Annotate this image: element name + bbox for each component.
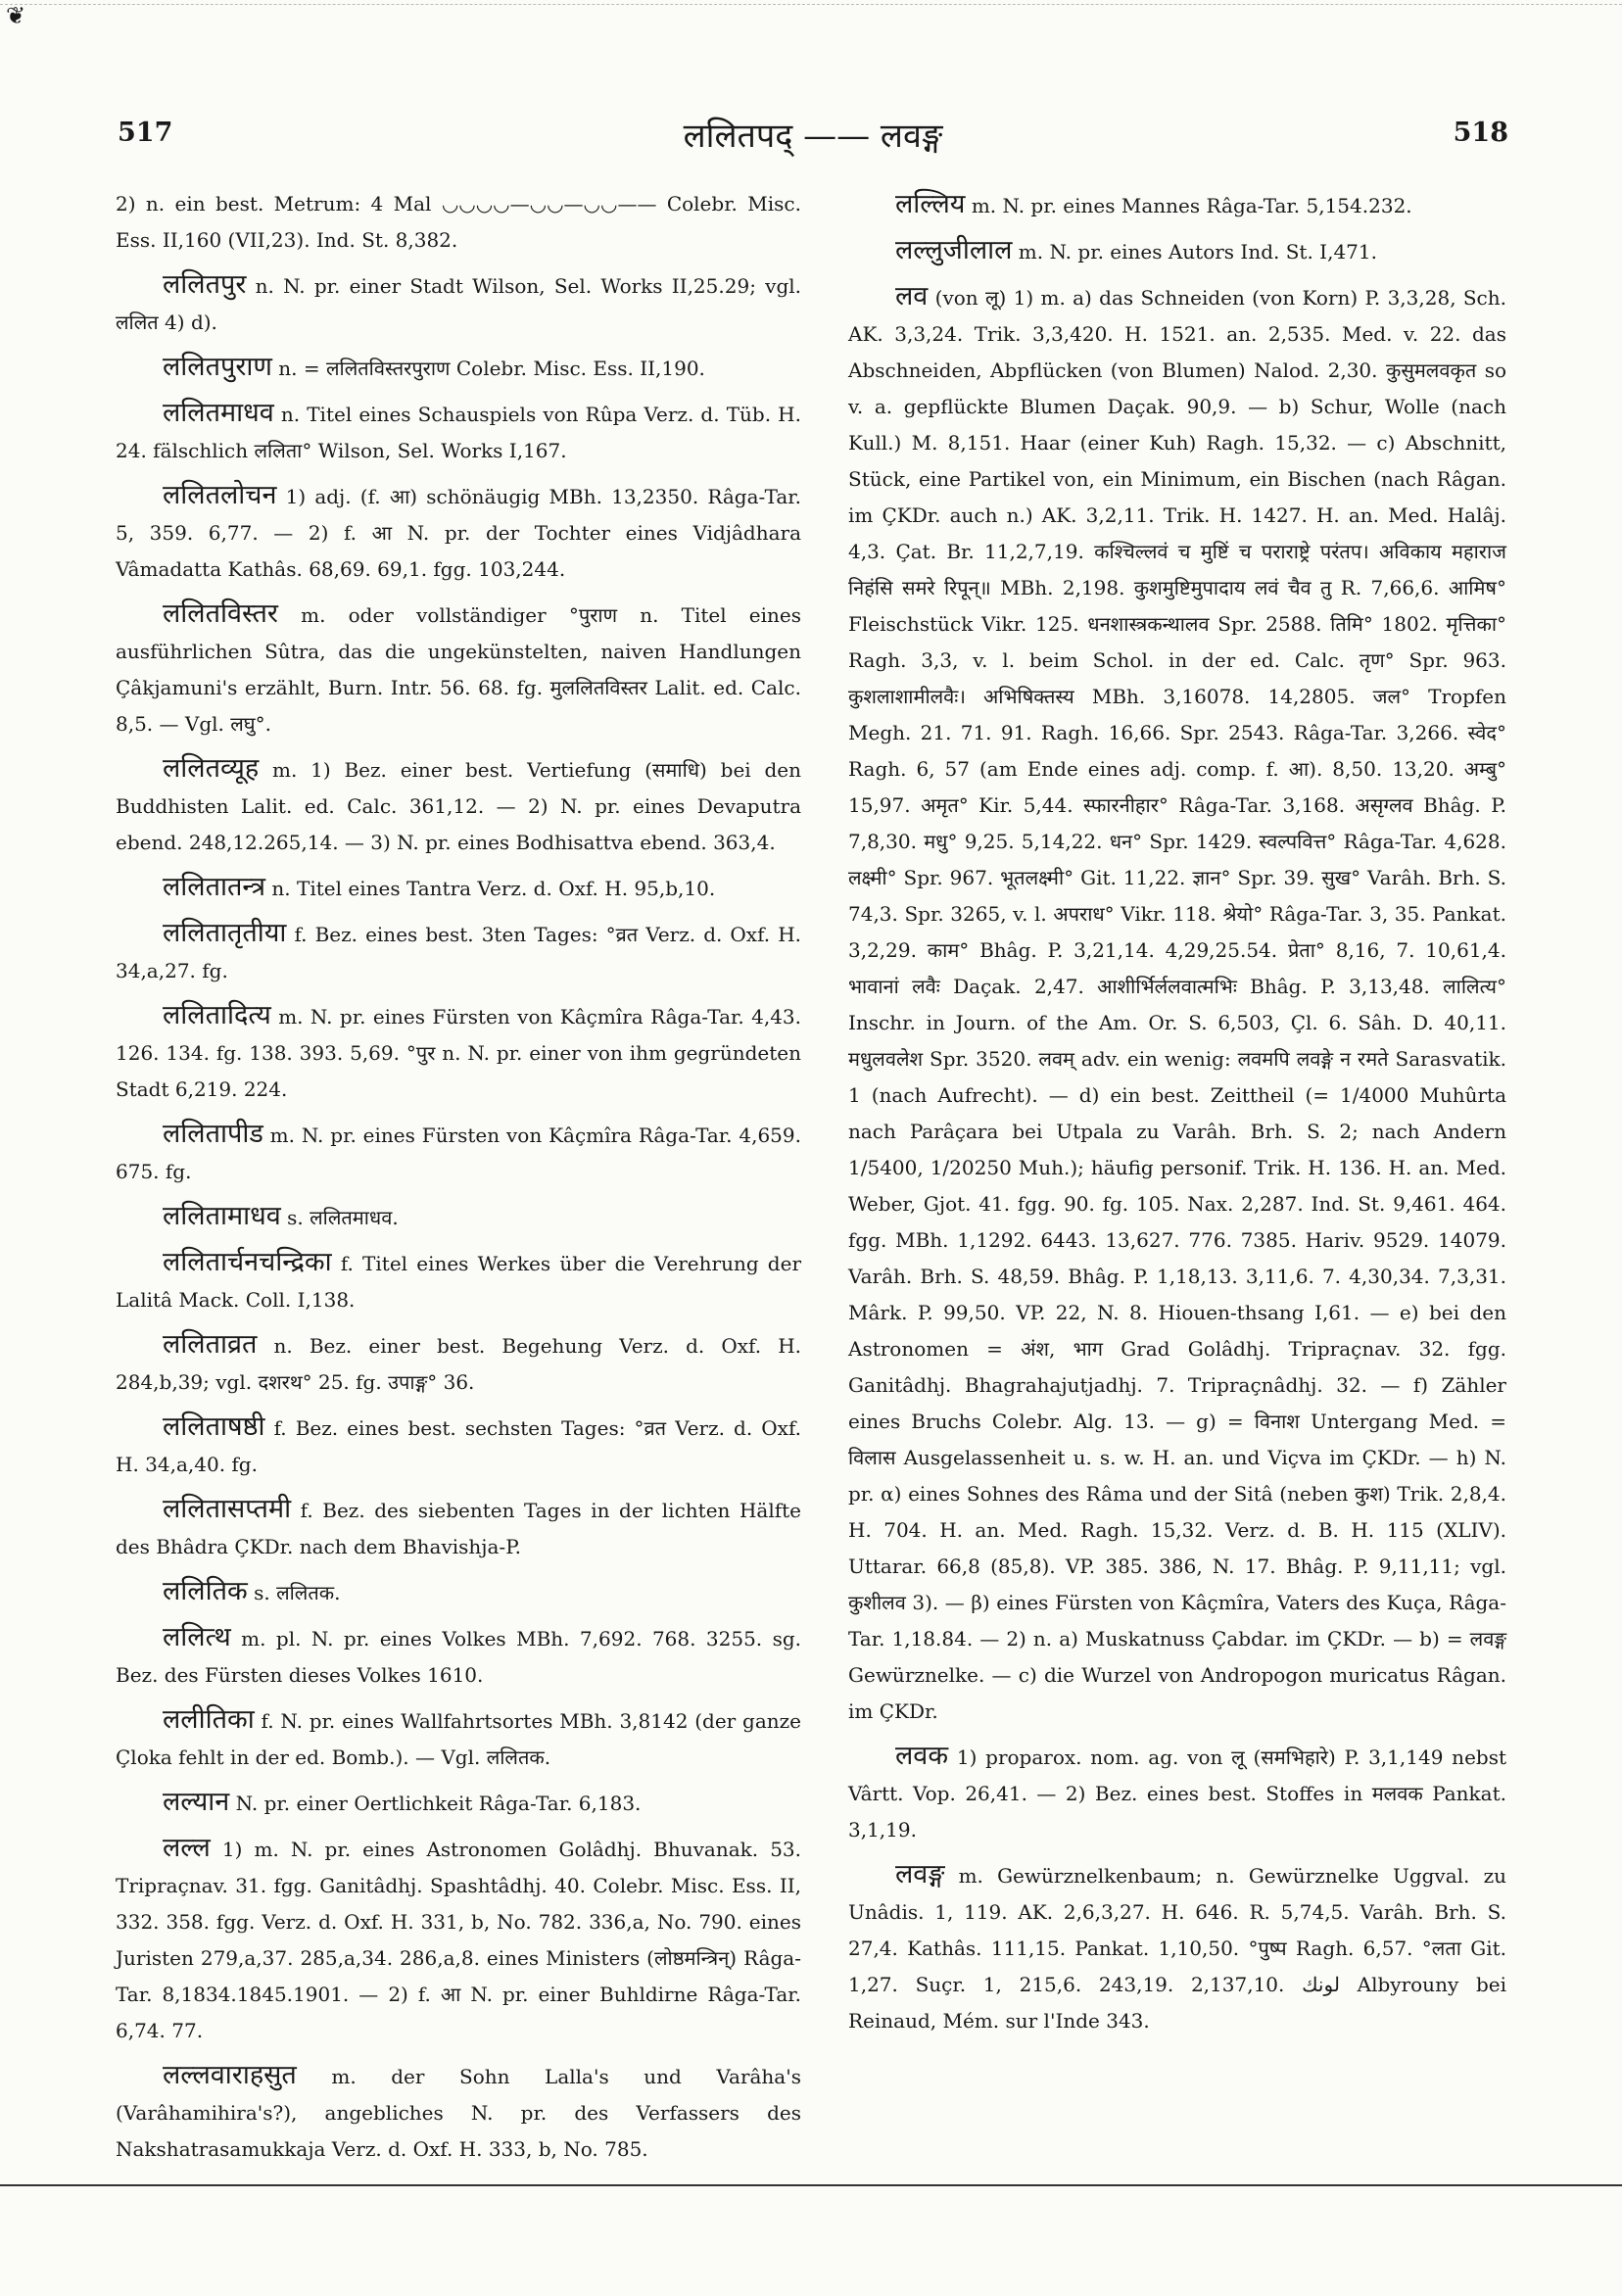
entry-text: 1) m. N. pr. eines Astronomen Golâdhj. Bhuvanak. 53. Tripraçnav. 31. fgg. Ganitâdhj. Spashtâdhj. 40. Colebr. Misc. Ess. II, 332. 358. fgg. Verz. d. Oxf. H. 331, b, No. 782. 336,a, No. 790. eines Juristen 279,a,37. 285,a,34. 286,a,8. eines Ministers (लोष्ठमन्त्रिन्) Râga-Tar. 8,1834.1845.1901. — 2) f. आ N. pr. einer Buhldirne Râga-Tar. 6,74. 77.: [116, 1838, 802, 2042]
entry-text: m. oder vollständiger °पुराण n. Titel eines ausführlichen Sûtra, das die ungekünstelten, naiven Handlungen Çâkjamuni's erzählt, Burn. Intr. 56. 68. fg. मुललितविस्तर Lalit. ed. Calc. 8,5. — Vgl. लघु°.: [116, 603, 802, 736]
entry-headword: ललितातृतीया: [163, 918, 287, 948]
dictionary-entry: [116, 186, 801, 259]
entry-headword: लल्ल: [163, 1833, 211, 1863]
dictionary-entry: [116, 349, 801, 387]
entry-headword: ललितपुर: [163, 269, 247, 300]
entry-headword: ललीतिका: [163, 1704, 255, 1735]
entry-text: f. Bez. des siebenten Tages in der lichten Hälfte des Bhâdra ÇKDr. nach dem Bhavishja-P.: [116, 1499, 802, 1558]
dictionary-entry: [116, 1244, 801, 1318]
entry-text: m. der Sohn Lalla's und Varâha's (Varâhamihira's?), angebliches N. pr. des Verfassers des Nakshatrasamukkaja Verz. d. Oxf. H. 333, b, No. 785.: [116, 2065, 801, 2161]
running-title: ललितपद् —— लवङ्ग: [683, 117, 943, 156]
margin-mark: ❦: [6, 2, 26, 29]
dictionary-entry: [116, 1326, 801, 1401]
entry-text: (von लू) 1) m. a) das Schneiden (von Korn) P. 3,3,28, Sch. AK. 3,3,24. Trik. 3,3,420. H. 1521. an. 2,535. Med. v. 22. das Abschneiden, Abpflücken (von Blumen) Nalod. 2,30. कुसुमलवकृत so v. a. gepflückte Blumen Daçak. 90,9. — b) Schur, Wolle (nach Kull.) M. 8,151. Haar (einer Kuh) Ragh. 15,32. — c) Abschnitt, Stück, eine Partikel von, ein Minimum, ein Bischen (nach Râgan. im ÇKDr. auch n.) AK. 3,2,11. Trik. H. 1427. H. an. Med. Halâj. 4,3. Çat. Br. 11,2,7,19. कश्चिल्लवं च मुष्टिं च पराराष्ट्रे परंतप। अविकाय महाराज निहंसि समरे रिपून्॥ MBh. 2,198. कुशमुष्टिमुपादाय लवं चैव तु R. 7,66,6. आमिष° Fleischstück Vikr. 125. धनशास्त्रकन्थालव Spr. 2588. तिमि° 1802. मृत्तिका° Ragh. 3,3, v. l. beim Schol. in der ed. Calc. तृण° Spr. 963. कुशलाशामीलवैः। अभिषिक्तस्य MBh. 3,16078. 14,2805. जल° Tropfen Megh. 21. 71. 91. Ragh. 16,66. Spr. 2543. Râga-Tar. 3,266. स्वेद° Ragh. 6, 57 (am Ende eines adj. comp. f. आ). 8,50. 13,20. अम्बु° 15,97. अमृत° Kir. 5,44. स्फारनीहार° Râga-Tar. 3,168. असृग्लव Bhâg. P. 7,8,30. मधु° 9,25. 5,14,22. धन° Spr. 1429. स्वल्पवित्त° Râga-Tar. 4,628. लक्ष्मी° Spr. 967. भूतलक्ष्मी° Git. 11,22. ज्ञान° Spr. 39. सुख° Varâh. Brh. S. 74,3. Spr. 3265, v. l. अपराध° Vikr. 118. श्रेयो° Râga-Tar. 3, 35. Pankat. 3,2,29. काम° Bhâg. P. 3,21,14. 4,29,25.54. प्रेता° 8,16, 7. 10,61,4. भावानां लवैः Daçak. 2,47. आशीर्भिर्ललवात्मभिः Bhâg. P. 3,13,48. लालित्य° Inschr. in Journ. of the Am. Or. S. 6,503, Çl. 6. Sâh. D. 40,11. मधुलवलेश Spr. 3520. लवम् adv. ein wenig: लवमपि लवङ्गे न रमते Sarasvatik. 1 (nach Aufrecht). — d) ein best. Zeittheil (= 1/4000 Muhûrta nach Parâçara bei Utpala zu Varâh. Brh. S. 2; nach Andern 1/5400, 1/20250 Muh.); häufig personif. Trik. H. 136. H. an. Med. Weber, Gjot. 41. fgg. 90. fg. 105. Nax. 2,287. Ind. St. 9,461. 464. fgg. MBh. 1,1292. 6443. 13,627. 776. 7385. Hariv. 9529. 14079. Varâh. Brh. S. 48,59. Bhâg. P. 1,18,13. 3,11,6. 7. 4,30,34. 7,3,31. Mârk. P. 99,50. VP. 22, N. 8. Hiouen-thsang I,61. — e) bei den Astronomen = अंश, भाग Grad Golâdhj. Tripraçnav. 32. fgg. Ganitâdhj. Bhagrahajutjadhj. 7. Tripraçnâdhj. 32. — f) Zähler eines Bruchs Colebr. Alg. 13. — g) = विनाश Untergang Med. = विलास Ausgelassenheit u. s. w. H. an. und Viçva im ÇKDr. — h) N. pr. α) eines Sohnes des Râma und der Sitâ (neben कुश) Trik. 2,8,4. H. 704. H. an. Med. Ragh. 15,32. Verz. d. B. H. 115 (XLIV). Uttarar. 66,8 (85,8). VP. 385. 386, N. 17. Bhâg. P. 9,11,11; vgl. कुशीलव 3). — β) eines Fürsten von Kâçmîra, Vaters des Kuça, Râga-Tar. 1,18.84. — 2) n. a) Muskatnuss Çabdar. im ÇKDr. — b) = लवङ्ग Gewürznelke. — c) die Wurzel von Andropogon muricatus Râgan. im ÇKDr.: [848, 286, 1506, 1723]
entry-headword: ललितार्चनचन्द्रिका: [163, 1247, 332, 1277]
entry-text: m. N. pr. eines Fürsten von Kâçmîra Râga-Tar. 4,659. 675. fg.: [116, 1124, 801, 1183]
entry-headword: ललित्थ: [163, 1622, 231, 1652]
dictionary-entry: [116, 869, 801, 907]
entry-text: m. N. pr. eines Autors Ind. St. I,471.: [1018, 240, 1377, 263]
entry-headword: ललिताषष्ठी: [163, 1411, 265, 1442]
dictionary-entry: [116, 1784, 801, 1822]
footer-rule: [0, 2184, 1622, 2186]
entry-headword: ललितासप्तमी: [163, 1494, 292, 1524]
dictionary-entry: [116, 1116, 801, 1190]
dictionary-entry: [116, 915, 801, 989]
entry-text: n. Titel eines Tantra Verz. d. Oxf. H. 95,b,10.: [271, 877, 716, 900]
dictionary-entry: [116, 477, 801, 588]
dictionary-entry: [848, 186, 1506, 224]
dictionary-entry: [116, 997, 801, 1108]
entry-headword: लवङ्ग: [895, 1859, 945, 1889]
entry-text: m. 1) Bez. einer best. Vertiefung (समाधि) bei den Buddhisten Lalit. ed. Calc. 361,12. — 2) N. pr. eines Devaputra ebend. 248,12.265,14. — 3) N. pr. eines Bodhisattva ebend. 363,4.: [116, 758, 802, 854]
dictionary-entry: [116, 1830, 801, 2049]
entry-text: s. ललितमाधव.: [287, 1206, 399, 1229]
dictionary-entry: [116, 1491, 801, 1565]
entry-headword: ललितलोचन: [163, 480, 277, 510]
page-header: [118, 118, 1508, 176]
entry-text: N. pr. einer Oertlichkeit Râga-Tar. 6,183.: [235, 1792, 642, 1815]
dictionary-entry: [848, 1738, 1506, 1848]
right-page-number: 518: [1453, 118, 1508, 148]
dictionary-entry: [116, 1573, 801, 1611]
dictionary-entry: [848, 1856, 1506, 2039]
entry-headword: लल्लुजीलाल: [895, 235, 1013, 265]
entry-headword: ललितविस्तर: [163, 598, 278, 629]
entry-text: 2) n. ein best. Metrum: 4 Mal ◡◡◡◡—◡◡—◡◡—— Colebr. Misc. Ess. II,160 (VII,23). Ind. St. 8,382.: [116, 192, 801, 252]
entry-text: f. Bez. eines best. sechsten Tages: °व्रत Verz. d. Oxf. H. 34,a,40. fg.: [116, 1416, 802, 1476]
left-page-number: 517: [118, 118, 173, 148]
entry-headword: ललितापीड: [163, 1119, 263, 1149]
entry-headword: ललितिक: [163, 1576, 248, 1606]
entry-text: n. = ललितविस्तरपुराण Colebr. Misc. Ess. II,190.: [278, 357, 705, 380]
dictionary-entry: [116, 1198, 801, 1236]
entry-headword: लवक: [895, 1741, 949, 1771]
entry-headword: लव: [895, 281, 929, 311]
dictionary-entry: [116, 1619, 801, 1694]
entry-text: n. Bez. einer best. Begehung Verz. d. Oxf. H. 284,b,39; vgl. दशरथ° 25. fg. उपाङ्ग° 36.: [116, 1334, 802, 1394]
dictionary-entry: [116, 395, 801, 469]
dictionary-entry: [116, 1701, 801, 1776]
dictionary-entry: [116, 1409, 801, 1483]
entry-text: f. N. pr. eines Wallfahrtsortes MBh. 3,8142 (der ganze Çloka fehlt in der ed. Bomb.). — Vgl. ललितक.: [116, 1709, 801, 1769]
top-rule: [0, 4, 1622, 5]
dictionary-entry: [116, 266, 801, 341]
dictionary-entry: [116, 2057, 801, 2168]
entry-text: n. N. pr. einer Stadt Wilson, Sel. Works II,25.29; vgl. ललित 4) d).: [116, 274, 802, 334]
entry-headword: ललितपुराण: [163, 352, 272, 382]
left-column: [116, 186, 801, 2176]
entry-text: s. ललितक.: [254, 1581, 341, 1604]
entry-text: m. Gewürznelkenbaum; n. Gewürznelke Uggval. zu Unâdis. 1, 119. AK. 2,6,3,27. H. 646. R. 5,74,5. Varâh. Brh. S. 27,4. Kathâs. 111,15. Pankat. 1,10,50. °पुष्प Ragh. 6,57. °लता Git. 1,27. Suçr. 1, 215,6. 243,19. 2,137,10. لونك Albyrouny bei Reinaud, Mém. sur l'Inde 343.: [848, 1864, 1506, 2033]
entry-text: m. pl. N. pr. eines Volkes MBh. 7,692. 768. 3255. sg. Bez. des Fürsten dieses Volkes 1610.: [116, 1627, 801, 1687]
entry-text: f. Titel eines Werkes über die Verehrung der Lalitâ Mack. Coll. I,138.: [116, 1252, 801, 1312]
entry-text: m. N. pr. eines Fürsten von Kâçmîra Râga-Tar. 4,43. 126. 134. fg. 138. 393. 5,69. °पुर n. N. pr. einer von ihm gegründeten Stadt 6,219. 224.: [116, 1005, 802, 1101]
entry-headword: लल्लवाराहसुत: [163, 2060, 297, 2090]
entry-headword: लल्लिय: [895, 189, 966, 219]
entry-text: 1) proparox. nom. ag. von लू (समभिहारे) P. 3,1,149 nebst Vârtt. Vop. 26,41. — 2) Bez. eines best. Stoffes in मलवक Pankat. 3,1,19.: [848, 1746, 1507, 1842]
entry-text: n. Titel eines Schauspiels von Rûpa Verz. d. Tüb. H. 24. fälschlich ललिता° Wilson, Sel. Works I,167.: [116, 403, 801, 462]
entry-text: 1) adj. (f. आ) schönäugig MBh. 13,2350. Râga-Tar. 5, 359. 6,77. — 2) f. आ N. pr. der Tochter eines Vidjâdhara Vâmadatta Kathâs. 68,69. 69,1. fgg. 103,244.: [116, 485, 801, 581]
dictionary-entry: [116, 596, 801, 742]
entry-text: f. Bez. eines best. 3ten Tages: °व्रत Verz. d. Oxf. H. 34,a,27. fg.: [116, 923, 801, 982]
dictionary-entry: [848, 278, 1506, 1730]
right-column: [848, 186, 1506, 2047]
dictionary-entry: [116, 750, 801, 861]
entry-headword: ललितादित्य: [163, 1000, 271, 1030]
entry-headword: ललितमाधव: [163, 398, 274, 428]
entry-headword: ललितातन्त्र: [163, 872, 266, 902]
entry-text: m. N. pr. eines Mannes Râga-Tar. 5,154.232.: [971, 194, 1412, 217]
dictionary-entry: [848, 232, 1506, 270]
entry-headword: ललितामाधव: [163, 1201, 281, 1231]
entry-headword: ललिताव्रत: [163, 1329, 258, 1360]
entry-headword: ललितव्यूह: [163, 753, 260, 784]
entry-headword: लल्यान: [163, 1787, 230, 1817]
